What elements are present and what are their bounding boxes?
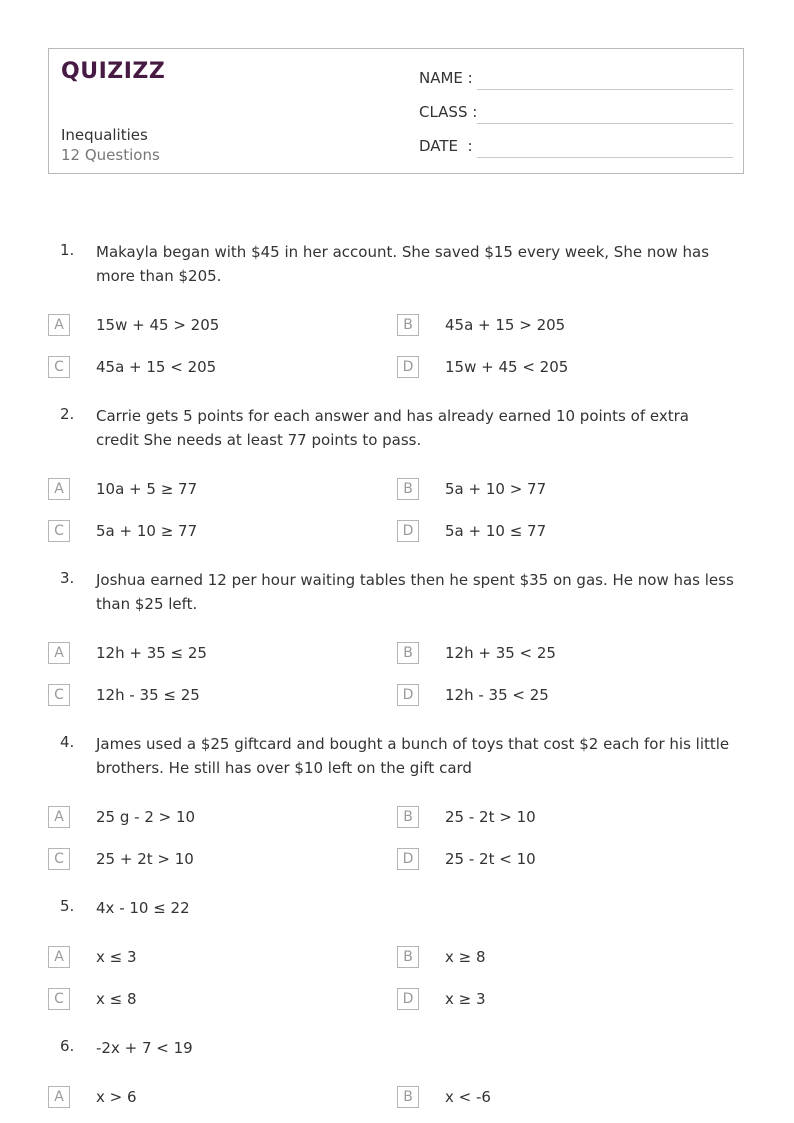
option-d-box[interactable]: D [397,988,419,1010]
option-b-text: 25 - 2t > 10 [445,808,536,826]
quizizz-logo: QUIZIZZ [61,59,166,84]
question-text: 4x - 10 ≤ 22 [96,899,190,917]
option-a-box[interactable]: A [48,478,70,500]
option-a-box[interactable]: A [48,946,70,968]
question-number: 2. [60,405,75,423]
option-a-box[interactable]: A [48,642,70,664]
option-b-box[interactable]: B [397,946,419,968]
option-c-text: 5a + 10 ≥ 77 [96,522,198,540]
date-field[interactable] [477,157,733,158]
question-number: 6. [60,1037,75,1055]
option-a-text: 25 g - 2 > 10 [96,808,196,826]
question-text: -2x + 7 < 19 [96,1039,193,1057]
option-a-text: 15w + 45 > 205 [96,316,220,334]
option-b-text: x < -6 [445,1088,491,1106]
question-text: James used a $25 giftcard and bought a bunch of toys that cost $2 each for his little brothers. He still has over $10 left on the gift card [96,735,730,777]
option-b-text: 5a + 10 > 77 [445,480,547,498]
worksheet-title: Inequalities [61,126,148,144]
option-c-text: x ≤ 8 [96,990,137,1008]
date-label: DATE : [419,137,473,155]
option-d-box[interactable]: D [397,356,419,378]
worksheet-header [48,48,744,174]
option-d-text: 5a + 10 ≤ 77 [445,522,547,540]
option-a-text: x ≤ 3 [96,948,137,966]
option-b-box[interactable]: B [397,642,419,664]
option-a-text: x > 6 [96,1088,137,1106]
question-number: 4. [60,733,75,751]
class-field[interactable] [477,123,733,124]
question-count: 12 Questions [61,146,160,164]
question-number: 5. [60,897,75,915]
option-c-box[interactable]: C [48,848,70,870]
question-text: Carrie gets 5 points for each answer and has already earned 10 points of extra credit She needs at least 77 points to pass. [96,407,689,449]
question-text: Makayla began with $45 in her account. She saved $15 every week, She now has more than $205. [96,243,710,285]
option-c-box[interactable]: C [48,684,70,706]
option-c-box[interactable]: C [48,988,70,1010]
option-a-text: 12h + 35 ≤ 25 [96,644,207,662]
option-c-box[interactable]: C [48,356,70,378]
name-label: NAME : [419,69,473,87]
option-c-text: 12h - 35 ≤ 25 [96,686,200,704]
option-b-box[interactable]: B [397,314,419,336]
question-number: 3. [60,569,75,587]
option-d-box[interactable]: D [397,520,419,542]
option-b-box[interactable]: B [397,478,419,500]
option-c-text: 25 + 2t > 10 [96,850,194,868]
option-b-text: 45a + 15 > 205 [445,316,566,334]
option-b-text: 12h + 35 < 25 [445,644,556,662]
option-d-text: 12h - 35 < 25 [445,686,549,704]
option-b-text: x ≥ 8 [445,948,486,966]
option-b-box[interactable]: B [397,806,419,828]
option-d-text: x ≥ 3 [445,990,486,1008]
option-d-box[interactable]: D [397,848,419,870]
question-text: Joshua earned 12 per hour waiting tables then he spent $35 on gas. He now has less than $25 left. [96,571,734,613]
question-number: 1. [60,241,75,259]
option-d-text: 25 - 2t < 10 [445,850,536,868]
class-label: CLASS : [419,103,478,121]
option-a-box[interactable]: A [48,1086,70,1108]
option-d-text: 15w + 45 < 205 [445,358,569,376]
option-a-box[interactable]: A [48,314,70,336]
option-c-box[interactable]: C [48,520,70,542]
option-d-box[interactable]: D [397,684,419,706]
option-c-text: 45a + 15 < 205 [96,358,217,376]
name-field[interactable] [477,89,733,90]
option-b-box[interactable]: B [397,1086,419,1108]
option-a-text: 10a + 5 ≥ 77 [96,480,198,498]
option-a-box[interactable]: A [48,806,70,828]
